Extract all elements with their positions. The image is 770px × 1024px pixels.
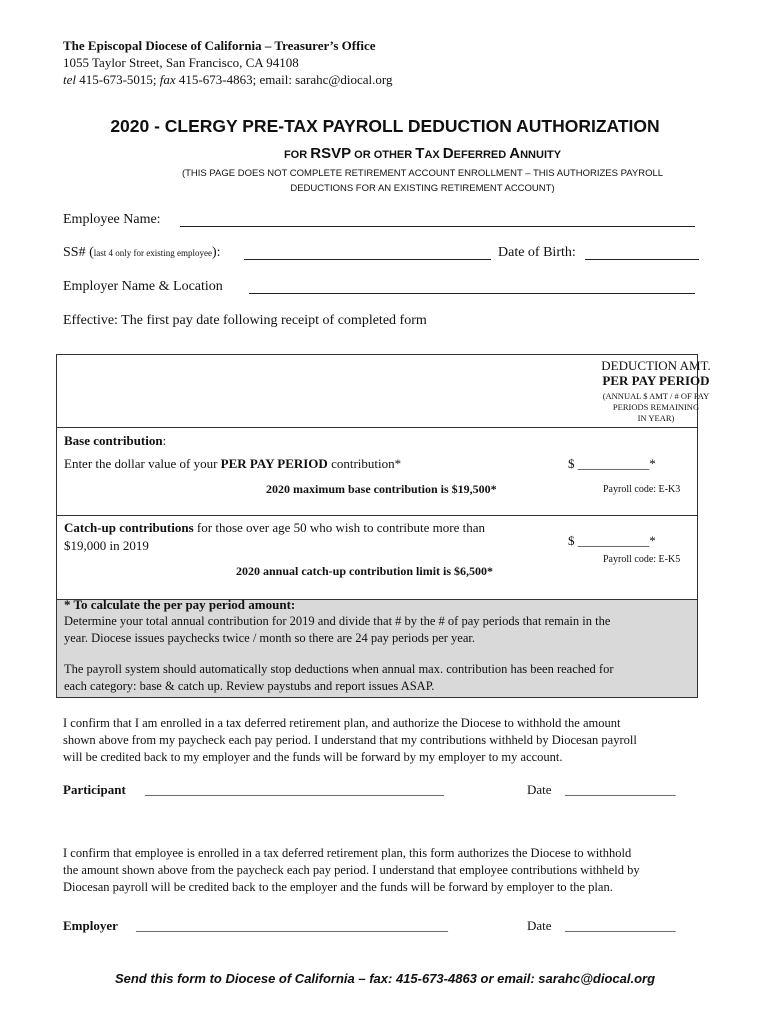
- base-enter-bold: PER PAY PERIOD: [220, 456, 328, 471]
- ss-field[interactable]: [244, 259, 491, 260]
- ss-label-suffix: ):: [211, 245, 221, 260]
- base-max-text: 2020 maximum base contribution is $19,500*: [266, 482, 497, 496]
- subtitle-nnuity: NNUITY: [520, 149, 562, 161]
- dob-field[interactable]: [585, 259, 699, 260]
- org-heading: The Episcopal Diocese of California – Treasurer’s Office: [63, 38, 376, 53]
- subtitle-eferred: EFERRED: [453, 149, 507, 161]
- calc-line-1: Determine your total annual contribution for 2019 and divide that # by the # of pay periods that remain in the: [64, 614, 611, 628]
- catchup-text-2: $19,000 in 2019: [64, 538, 149, 553]
- participant-label: Participant: [63, 782, 126, 797]
- catchup-title: Catch-up contributions: [64, 520, 194, 535]
- effective-text: Effective: The first pay date following receipt of completed form: [63, 313, 427, 328]
- employer-date-label: Date: [527, 918, 552, 933]
- fax-value: 415-673-4863; email: sarahc@diocal.org: [178, 72, 393, 87]
- employer-confirm-line-3: Diocesan payroll will be credited back to the employer and the funds will be forward by employer to the plan.: [63, 880, 613, 894]
- header-note-1: (ANNUAL $ AMT / # OF PAY: [602, 391, 710, 401]
- ss-label-prefix: SS# (: [63, 245, 94, 260]
- subtitle-rsvp: RSVP: [310, 145, 352, 162]
- table-divider-1: [57, 427, 697, 428]
- subtitle-t: T: [415, 145, 425, 162]
- employer-name-label: Employer Name & Location: [63, 279, 223, 294]
- subtitle-for: FOR: [283, 149, 308, 161]
- employee-name-field[interactable]: [180, 226, 695, 227]
- catchup-amount-field[interactable]: $ ___________*: [568, 533, 656, 548]
- subtitle-d: D: [442, 145, 454, 162]
- participant-confirm-line-2: shown above from my paycheck each pay period. I understand that my contributions withheld by Diocesan payroll: [63, 733, 637, 747]
- participant-date-label: Date: [527, 782, 552, 797]
- per-pay-period-header: PER PAY PERIOD: [602, 373, 710, 388]
- header-note-3: IN YEAR): [637, 413, 675, 423]
- calc-title: * To calculate the per pay period amount:: [64, 597, 296, 612]
- calc-line-2: year. Diocese issues paychecks twice / month so there are 24 pay periods per year.: [64, 631, 475, 645]
- org-address: 1055 Taylor Street, San Francisco, CA 94108: [63, 55, 299, 70]
- table-divider-2: [57, 515, 697, 516]
- deduction-amt-header: DEDUCTION AMT.: [601, 358, 711, 373]
- employer-name-field[interactable]: [249, 293, 695, 294]
- form-subtitle: [0, 145, 770, 162]
- employer-confirm-line-2: the amount shown above from the paycheck each pay period. I understand that employee contributions withheld by: [63, 863, 640, 877]
- send-instructions: Send this form to Diocese of California – fax: 415-673-4863 or email: sarahc@diocal.org: [114, 971, 656, 986]
- org-contact: [63, 72, 392, 88]
- form-note-line2: DEDUCTIONS FOR AN EXISTING RETIREMENT ACCOUNT): [290, 183, 555, 194]
- tel-value: 415-673-5015;: [79, 72, 157, 87]
- ss-label: [63, 245, 221, 261]
- participant-confirm-line-3: will be credited back to my employer and the funds will be forward by my employer to my account.: [63, 750, 563, 764]
- base-enter-text: [64, 456, 401, 472]
- form-note-line1: (THIS PAGE DOES NOT COMPLETE RETIREMENT ACCOUNT ENROLLMENT – THIS AUTHORIZES PAYROLL: [181, 168, 664, 179]
- deduction-table: [56, 354, 711, 698]
- participant-date-field[interactable]: _________________: [565, 782, 676, 797]
- employer-signature-field[interactable]: ________________________________________________: [136, 918, 448, 933]
- form-title: 2020 - CLERGY PRE-TAX PAYROLL DEDUCTION AUTHORIZATION: [110, 116, 660, 136]
- dob-label: Date of Birth:: [498, 245, 576, 260]
- employer-date-field[interactable]: _________________: [565, 918, 676, 933]
- header-note-2: PERIODS REMAINING: [612, 402, 700, 412]
- base-amount-field[interactable]: $ ___________*: [568, 456, 656, 471]
- base-title-text: Base contribution: [64, 433, 163, 448]
- employee-name-label: Employee Name:: [63, 212, 161, 227]
- fax-label: fax: [159, 72, 176, 87]
- calc-line-3: The payroll system should automatically stop deductions when annual max. contribution has been reached for: [64, 662, 614, 676]
- participant-signature-field[interactable]: ______________________________________________: [145, 782, 444, 797]
- subtitle-ax: AX: [424, 149, 440, 161]
- participant-confirm-line-1: I confirm that I am enrolled in a tax deferred retirement plan, and authorize the Diocese to withhold the amount: [63, 716, 621, 730]
- base-payroll-code: Payroll code: E-K3: [603, 484, 681, 495]
- subtitle-or-other: OR OTHER: [354, 149, 413, 161]
- base-enter-post: contribution*: [331, 456, 402, 471]
- base-title-colon: :: [162, 433, 167, 448]
- tel-label: tel: [63, 72, 76, 87]
- calc-line-4: each category: base & catch up. Review paystubs and report issues ASAP.: [64, 679, 435, 693]
- subtitle-a: A: [509, 145, 521, 162]
- catchup-limit-text: 2020 annual catch-up contribution limit is $6,500*: [236, 564, 494, 578]
- employer-label: Employer: [63, 918, 118, 933]
- ss-label-note: last 4 only for existing employee: [93, 248, 212, 258]
- catchup-text-1: for those over age 50 who wish to contribute more than: [193, 520, 486, 535]
- employer-confirm-line-1: I confirm that employee is enrolled in a tax deferred retirement plan, this form authorizes the Diocese to withhold: [63, 846, 632, 860]
- base-contribution-title: [64, 433, 166, 449]
- catchup-text: [64, 520, 485, 536]
- catchup-payroll-code: Payroll code: E-K5: [603, 554, 681, 565]
- base-enter-pre: Enter the dollar value of your: [64, 456, 218, 471]
